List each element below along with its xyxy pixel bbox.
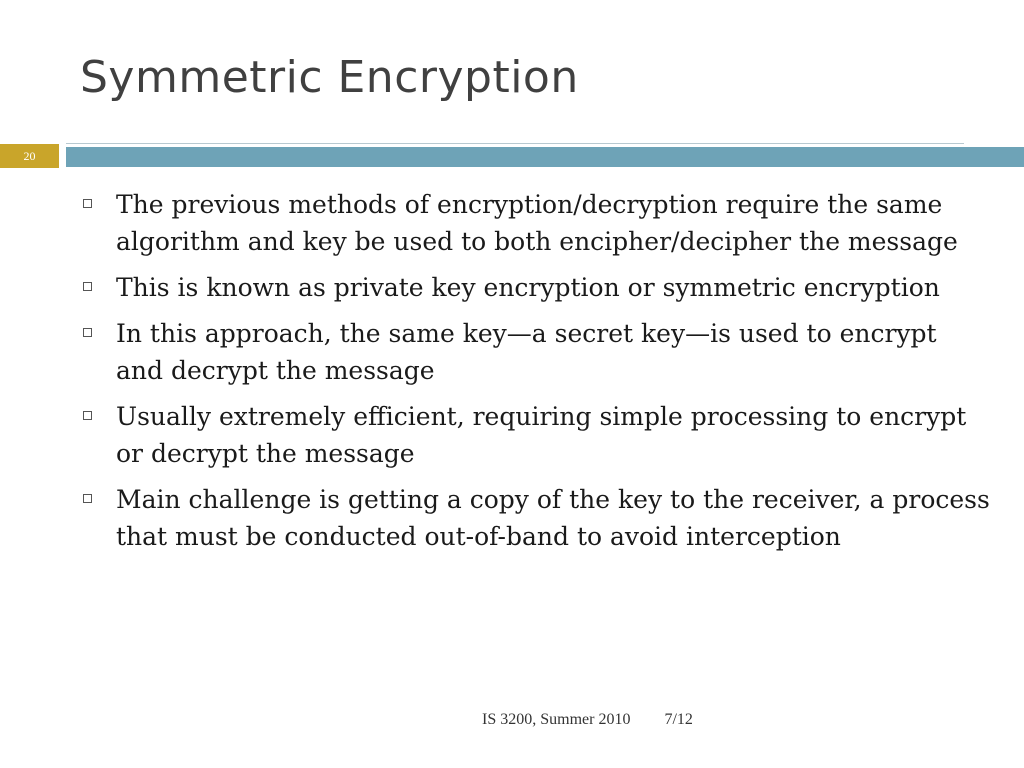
bullet-text: This is known as private key encryption or symmetric encryption: [116, 273, 940, 302]
footer-course-label: IS 3200, Summer 2010: [482, 711, 631, 728]
bullet-item: [80, 269, 990, 306]
square-bullet-icon: [83, 199, 92, 208]
bullet-list: [80, 186, 990, 564]
square-bullet-icon: [83, 328, 92, 337]
slide-title: Symmetric Encryption: [80, 52, 579, 103]
bullet-text: In this approach, the same key—a secret key—is used to encrypt and decrypt the message: [116, 319, 937, 385]
header-bar: [66, 147, 1024, 167]
bullet-item: [80, 186, 990, 260]
bullet-text: The previous methods of encryption/decryption require the same algorithm and key be used to both encipher/decipher the message: [116, 190, 958, 256]
bullet-text: Usually extremely efficient, requiring simple processing to encrypt or decrypt the message: [116, 402, 967, 468]
footer-page-number: 7/12: [664, 711, 693, 728]
slide-footer: [482, 711, 693, 729]
slide-number: 20: [23, 148, 36, 163]
bullet-item: [80, 481, 990, 555]
square-bullet-icon: [83, 411, 92, 420]
bullet-text: Main challenge is getting a copy of the key to the receiver, a process that must be conducted out-of-band to avoid interception: [116, 485, 990, 551]
bullet-item: [80, 398, 990, 472]
square-bullet-icon: [83, 282, 92, 291]
slide-number-badge: [0, 144, 59, 168]
square-bullet-icon: [83, 494, 92, 503]
bullet-item: [80, 315, 990, 389]
title-divider: [66, 143, 964, 144]
